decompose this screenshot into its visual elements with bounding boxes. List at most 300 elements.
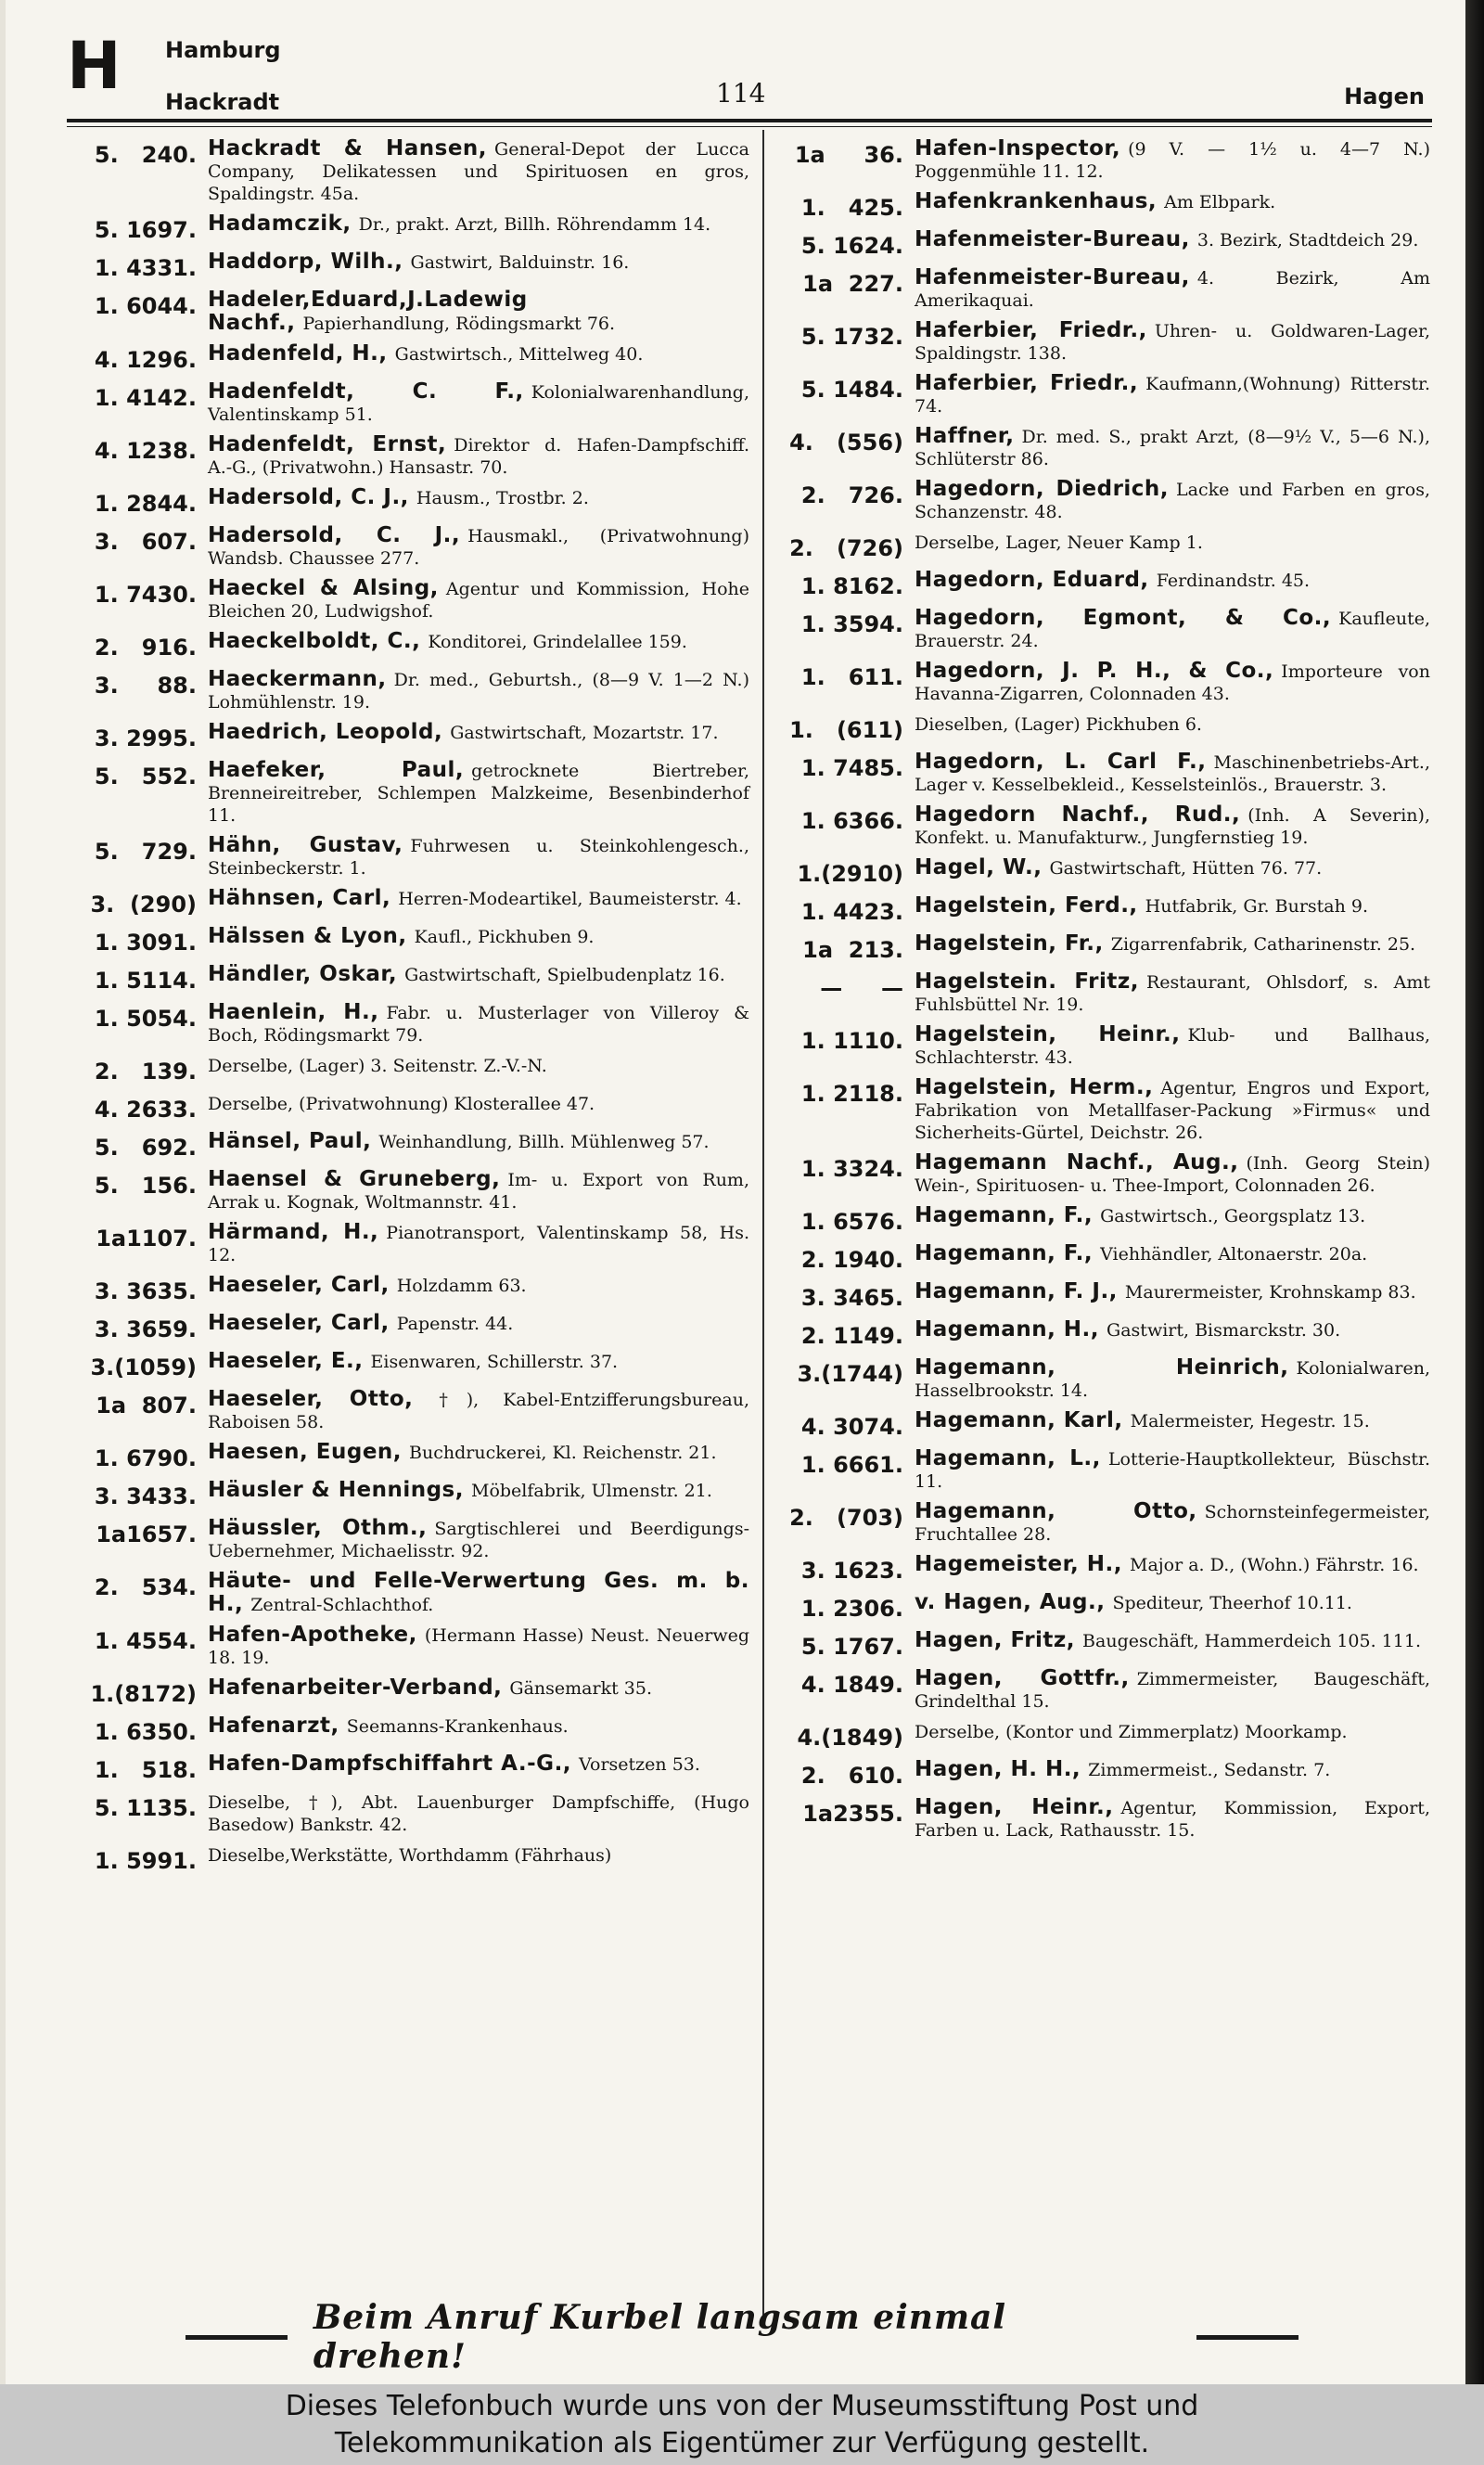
entry-name: Hafenmeister-Bureau,	[915, 265, 1190, 289]
directory-entry	[775, 751, 1430, 796]
entry-details: Fuhrwesen u. Steinkohlengesch., Steinbeckerstr. 1.	[208, 836, 750, 879]
entry-details: Dieselbe,Werkstätte, Worthdamm (Fährhaus)	[208, 1845, 612, 1866]
directory-entry	[775, 660, 1430, 705]
entry-body	[208, 289, 749, 335]
directory-entry	[74, 925, 749, 956]
entry-body	[208, 759, 749, 827]
directory-entry	[775, 1023, 1430, 1069]
entry-name: Härmand, H.,	[208, 1220, 379, 1244]
entry-details: Derselbe, Lager, Neuer Kamp 1.	[915, 533, 1203, 553]
entry-name: Hafen-Apotheke,	[208, 1623, 417, 1647]
entry-name: Hänsel, Paul,	[208, 1129, 372, 1153]
entry-body	[915, 932, 1430, 956]
entry-details: Importeure von Havanna-Zigarren, Colonnaden 43.	[915, 661, 1430, 704]
entry-body	[915, 319, 1430, 365]
entry-name: Haeseler, E.,	[208, 1349, 364, 1373]
entry-name: Häute- und Felle-Verwertung Ges. m. b. H.,	[208, 1569, 749, 1616]
entry-details: Möbelfabrik, Ulmenstr. 21.	[470, 1481, 712, 1501]
entry-name: Hackradt & Hansen,	[208, 136, 488, 160]
entry-phone-number: 3. 2995.	[94, 725, 197, 751]
directory-entry	[74, 1001, 749, 1046]
entry-details: Papenstr. 44.	[396, 1314, 514, 1334]
entry-body	[915, 803, 1430, 849]
entry-body	[915, 607, 1430, 652]
entry-name: Häusler & Hennings,	[208, 1478, 464, 1502]
directory-entry	[74, 1624, 749, 1669]
entry-phone-number: 1a 36.	[794, 142, 903, 168]
directory-entry	[775, 1758, 1430, 1789]
entry-body	[208, 1479, 749, 1502]
entry-name: Hagelstein, Fr.,	[915, 931, 1104, 956]
directory-entry	[775, 1242, 1430, 1273]
entry-phone-number: 5. 552.	[94, 764, 197, 790]
entry-phone-number: 1. 8162.	[800, 573, 903, 599]
entry-details: Agentur, Kommission, Export, Farben u. Lack, Rathausstr. 15.	[915, 1798, 1430, 1841]
entry-details: (Hermann Hasse) Neust. Neuerweg 18. 19.	[208, 1625, 749, 1668]
entry-details: †), Kabel-Entzifferungsbureau, Raboisen 58.	[208, 1390, 749, 1432]
entry-name: Hagemann, Otto,	[915, 1499, 1197, 1523]
entry-name: Hagemann, L.,	[915, 1446, 1101, 1470]
entry-name: Haeckermann,	[208, 667, 387, 691]
section-letter: H	[67, 28, 122, 104]
footer-rule-right	[1196, 2335, 1298, 2340]
page-header	[67, 26, 1430, 130]
entry-body	[915, 190, 1430, 213]
entry-details: Agentur, Engros und Export, Fabrikation von Metallfaser-Packung »Firmus« und Sicherheits-Gürtel, Deichstr. 26.	[915, 1078, 1431, 1143]
entry-body	[208, 212, 749, 236]
entry-details: Gastwirtsch., Georgsplatz 13.	[1100, 1206, 1366, 1226]
directory-entry	[74, 577, 749, 623]
directory-entry	[74, 212, 749, 243]
directory-entry	[74, 1054, 749, 1085]
entry-phone-number: 1. 1110.	[800, 1028, 903, 1054]
entry-phone-number: 2. (726)	[789, 535, 903, 561]
directory-entry	[775, 932, 1430, 963]
entry-details: (9 V. — 1½ u. 4—7 N.) Poggenmühle 11. 12.	[915, 139, 1430, 182]
entry-phone-number: 5. 240.	[94, 142, 197, 168]
entry-details: Gastwirtsch., Mittelweg 40.	[394, 344, 644, 365]
entry-phone-number: 5. 729.	[94, 839, 197, 865]
entry-name: Hafenmeister-Bureau,	[915, 227, 1190, 251]
entry-details: Maurermeister, Krohnskamp 83.	[1124, 1282, 1416, 1303]
directory-entry	[74, 137, 749, 205]
entry-body	[208, 887, 749, 910]
entry-body	[915, 751, 1430, 796]
entry-phone-number: 1. 3594.	[800, 611, 903, 637]
entry-body	[915, 137, 1430, 183]
entry-phone-number: 1. 4423.	[800, 899, 903, 925]
directory-entry	[775, 970, 1430, 1016]
entry-body	[208, 342, 749, 366]
directory-entry	[74, 433, 749, 479]
directory-entry	[775, 569, 1430, 599]
entry-phone-number: 5. 1624.	[800, 233, 903, 259]
directory-entry	[775, 1076, 1430, 1144]
entry-phone-number: 4. 1296.	[94, 347, 197, 373]
entry-body	[208, 1714, 749, 1738]
entry-name: Hagelstein, Ferd.,	[915, 893, 1138, 918]
entry-name: Hagedorn Nachf., Rud.,	[915, 802, 1241, 827]
entry-details: 4. Bezirk, Am Amerikaquai.	[915, 268, 1430, 311]
entry-name: Hagemann, Heinrich,	[915, 1355, 1289, 1380]
entry-name: Haeckelboldt, C.,	[208, 629, 421, 653]
entry-phone-number: 4.(1849)	[797, 1725, 903, 1751]
entry-body	[208, 433, 749, 479]
entry-phone-number: 1.(2910)	[797, 861, 903, 887]
directory-entry	[74, 486, 749, 517]
entry-details: Dieselbe, †), Abt. Lauenburger Dampfschiffe, (Hugo Basedow) Bankstr. 42.	[208, 1792, 749, 1835]
entry-body	[915, 425, 1430, 470]
entry-name: Hagen, Fritz,	[915, 1628, 1076, 1652]
directory-entry	[74, 524, 749, 570]
entry-phone-number: 1. 3324.	[800, 1156, 903, 1182]
entry-details: Pianotransport, Valentinskamp 58, Hs. 12.	[208, 1223, 749, 1265]
entry-name: Hadersold, C. J.,	[208, 485, 409, 509]
entry-details: Buchdruckerei, Kl. Reichenstr. 21.	[409, 1443, 717, 1463]
entry-details: Herren-Modeartikel, Baumeisterstr. 4.	[398, 889, 742, 909]
entry-phone-number: 4. 1849.	[800, 1672, 903, 1698]
entry-details: Dr. med., Geburtsh., (8—9 V. 1—2 N.) Lohmühlenstr. 19.	[208, 670, 749, 713]
directory-entry	[74, 1570, 749, 1616]
directory-entry	[74, 834, 749, 879]
entry-phone-number: 3.(1059)	[90, 1354, 197, 1380]
directory-entry	[74, 1517, 749, 1562]
entry-body	[208, 137, 749, 205]
entry-details: Im- u. Export von Rum, Arrak u. Kognak, Woltmannstr. 41.	[208, 1170, 749, 1213]
entry-body	[915, 569, 1430, 592]
entry-phone-number: 1a 227.	[802, 271, 903, 297]
entry-body	[208, 577, 749, 623]
entry-body	[208, 1517, 749, 1562]
entry-details: Gastwirtschaft, Hütten 76. 77.	[1049, 858, 1323, 879]
directory-entry	[775, 228, 1430, 259]
entry-details: Lotterie-Hauptkollekteur, Büschstr. 11.	[915, 1449, 1430, 1492]
entry-details: Restaurant, Ohlsdorf, s. Amt Fuhlsbüttel Nr. 19.	[915, 972, 1430, 1015]
entry-body	[915, 1591, 1430, 1614]
entry-body	[915, 660, 1430, 705]
entry-phone-number: 1. 6044.	[94, 293, 197, 319]
entry-phone-number: 1. 4554.	[94, 1628, 197, 1654]
entry-details: (Inh. A Severin), Konfekt. u. Manufakturw., Jungfernstieg 19.	[915, 805, 1430, 848]
entry-name: Hagelstein, Heinr.,	[915, 1022, 1181, 1046]
entry-body	[915, 1318, 1430, 1342]
entry-details: Zimmermeist., Sedanstr. 7.	[1088, 1760, 1331, 1780]
directory-entry	[775, 1409, 1430, 1440]
entry-details: getrocknete Biertreber, Brenneireitreber, Schlempen Malzkeime, Besenbinderhof 11.	[208, 761, 750, 826]
entry-name: Hagen, Heinr.,	[915, 1795, 1114, 1819]
directory-entry	[74, 1092, 749, 1123]
directory-entry	[74, 1350, 749, 1380]
entry-details: Kaufmann,(Wohnung) Ritterstr. 74.	[915, 374, 1430, 417]
entry-details: Kolonialwaren, Hasselbrookstr. 14.	[915, 1358, 1430, 1401]
entry-body	[208, 1791, 749, 1836]
entry-name: Hähn, Gustav,	[208, 833, 403, 857]
entry-details: Derselbe, (Privatwohnung) Klosterallee 47.	[208, 1094, 595, 1114]
directory-entry	[74, 759, 749, 827]
entry-details: 3. Bezirk, Stadtdeich 29.	[1196, 230, 1419, 250]
entry-phone-number: 1. 6576.	[800, 1209, 903, 1235]
entry-name: Hagemann, F.,	[915, 1203, 1094, 1227]
directory-entry	[74, 1714, 749, 1745]
entry-body	[208, 1570, 749, 1616]
entry-body	[208, 524, 749, 570]
entry-details: Derselbe, (Kontor und Zimmerplatz) Moorkamp.	[915, 1722, 1348, 1742]
entry-phone-number: 4. 1238.	[94, 438, 197, 464]
entry-body	[208, 1054, 749, 1077]
entry-body	[915, 1758, 1430, 1781]
directory-entry	[74, 1843, 749, 1874]
directory-entry	[775, 607, 1430, 652]
entry-body	[915, 1667, 1430, 1713]
entry-phone-number: 5. 1732.	[800, 324, 903, 350]
entry-name: Hagedorn, Eduard,	[915, 568, 1149, 592]
entry-body	[915, 894, 1430, 918]
entry-details: Direktor d. Hafen-Dampfschiff. A.-G., (Privatwohn.) Hansastr. 70.	[208, 435, 749, 478]
entry-body	[208, 834, 749, 879]
entry-body	[208, 1441, 749, 1464]
page-edge-right	[1465, 0, 1484, 2384]
entry-details: Sargtischlerei und Beerdigungs-Uebernehmer, Michaelisstr. 92.	[208, 1519, 749, 1561]
entry-body	[208, 1274, 749, 1297]
directory-entry	[74, 887, 749, 918]
entry-phone-number: 1. 6366.	[800, 808, 903, 834]
directory-entry	[74, 250, 749, 281]
directory-entry	[74, 1388, 749, 1433]
entry-name: Hagedorn, Diedrich,	[915, 477, 1170, 501]
entry-details: Gastwirt, Balduinstr. 16.	[410, 252, 630, 273]
entry-name: Hälssen & Lyon,	[208, 924, 407, 948]
entry-phone-number: 3. 607.	[94, 529, 197, 555]
directory-entry	[775, 713, 1430, 743]
entry-body	[208, 1312, 749, 1335]
entry-details: Uhren- u. Goldwaren-Lager, Spaldingstr. 138.	[915, 321, 1430, 364]
directory-entry	[74, 1676, 749, 1707]
entry-body	[915, 478, 1430, 523]
column-divider	[762, 130, 764, 2317]
entry-phone-number: 1. 4331.	[94, 255, 197, 281]
entry-body	[208, 963, 749, 986]
directory-entry	[74, 1312, 749, 1342]
headword-top: Hamburg	[165, 37, 281, 63]
entry-phone-number: 1a 807.	[96, 1393, 197, 1419]
entry-details: (Inh. Georg Stein) Wein-, Spirituosen- u. Thee-Import, Colonnaden 26.	[915, 1153, 1430, 1196]
entry-name: Haensel & Gruneberg,	[208, 1167, 501, 1191]
entry-details: Zimmermeister, Baugeschäft, Grindelthal 15.	[915, 1669, 1431, 1712]
entry-body	[208, 1130, 749, 1153]
entry-phone-number: 1. 518.	[94, 1757, 197, 1783]
entry-body	[208, 1001, 749, 1046]
entry-body	[208, 1388, 749, 1433]
entry-name: Haeseler, Carl,	[208, 1273, 390, 1297]
entry-phone-number: 3.(1744)	[797, 1361, 903, 1387]
entry-body	[208, 250, 749, 274]
entry-body	[208, 380, 749, 426]
entry-details: Dr., prakt. Arzt, Billh. Röhrendamm 14.	[358, 214, 711, 235]
entry-body	[208, 1624, 749, 1669]
entry-details: Hausmakl., (Privatwohnung) Wandsb. Chaussee 277.	[208, 526, 749, 569]
entry-phone-number: 1. (611)	[789, 717, 903, 743]
entry-details: Kaufleute, Brauerstr. 24.	[915, 609, 1430, 651]
entry-phone-number: 3. 3659.	[94, 1316, 197, 1342]
entry-phone-number: 4. 2633.	[94, 1097, 197, 1123]
directory-entry	[775, 1629, 1430, 1660]
entry-body	[208, 1350, 749, 1373]
entry-details: Kaufl., Pickhuben 9.	[414, 927, 595, 947]
entry-phone-number: 2. (703)	[789, 1505, 903, 1531]
headword-right: Hagen	[1344, 83, 1425, 109]
entry-body	[915, 1720, 1430, 1743]
entry-phone-number: 1. 2844.	[94, 491, 197, 517]
entry-body	[915, 1629, 1430, 1652]
entry-details: Zentral-Schlachthof.	[250, 1595, 434, 1615]
directory-entry	[74, 668, 749, 713]
directory-entry	[775, 856, 1430, 887]
entry-name: Hagedorn, L. Carl F.,	[915, 750, 1207, 774]
entry-phone-number: 2. 726.	[800, 482, 903, 508]
directory-entry	[74, 1130, 749, 1161]
entry-phone-number: 1. 2118.	[800, 1081, 903, 1107]
entry-body	[915, 970, 1430, 1016]
directory-entry	[775, 137, 1430, 183]
directory-entry	[775, 425, 1430, 470]
entry-details: Hutfabrik, Gr. Burstah 9.	[1145, 896, 1369, 917]
directory-entry	[74, 721, 749, 751]
entry-details: Gänsemarkt 35.	[509, 1678, 652, 1699]
entry-name: Hagelstein. Fritz,	[915, 969, 1139, 994]
entry-body	[208, 1168, 749, 1213]
entry-body	[208, 1843, 749, 1867]
header-rule-thin	[67, 126, 1432, 127]
entry-phone-number: 2. 1940.	[800, 1247, 903, 1273]
entry-name: Hagemeister, H.,	[915, 1552, 1122, 1576]
entry-name: Hadenfeldt, C. F.,	[208, 379, 524, 404]
directory-entry	[74, 289, 749, 335]
entry-name: Hagemann, F. J.,	[915, 1279, 1118, 1303]
entry-body	[915, 1204, 1430, 1227]
entry-name: v. Hagen, Aug.,	[915, 1590, 1106, 1614]
entry-name: Hagemann, Karl,	[915, 1408, 1123, 1432]
entry-phone-number: 1. 3091.	[94, 930, 197, 956]
entry-body	[208, 486, 749, 509]
entry-body	[915, 1796, 1430, 1842]
credit-line-2: Telekommunikation als Eigentümer zur Verfügung gestellt.	[334, 2427, 1150, 2459]
entry-details: Maschinenbetriebs-Art., Lager v. Kesselbekleid., Kesselsteinlös., Brauerstr. 3.	[915, 752, 1430, 795]
entry-phone-number: 5. 1135.	[94, 1795, 197, 1821]
directory-entry	[775, 1720, 1430, 1751]
entry-body	[915, 1242, 1430, 1265]
entry-name: Hadamczik,	[208, 212, 352, 236]
directory-entry	[775, 1553, 1430, 1584]
entry-body	[915, 1076, 1430, 1144]
entry-phone-number: 1. 5991.	[94, 1848, 197, 1874]
entry-name: Haddorp, Wilh.,	[208, 250, 403, 274]
directory-entry	[775, 372, 1430, 417]
entry-details: Dr. med. S., prakt Arzt, (8—9½ V., 5—6 N.), Schlüterstr 86.	[915, 427, 1430, 469]
entry-body	[915, 1023, 1430, 1069]
entry-body	[915, 1553, 1430, 1576]
entry-name: Hafenkrankenhaus,	[915, 189, 1158, 213]
entry-phone-number: 5. 1767.	[800, 1634, 903, 1660]
entry-details: Fabr. u. Musterlager von Villeroy & Boch, Rödingsmarkt 79.	[208, 1003, 749, 1046]
entry-details: Viehhändler, Altonaerstr. 20a.	[1100, 1244, 1368, 1265]
entry-name: Hadersold, C. J.,	[208, 523, 461, 547]
entry-phone-number: 1.(8172)	[90, 1681, 197, 1707]
directory-entry	[74, 1274, 749, 1304]
entry-name: Haedrich, Leopold,	[208, 720, 443, 744]
directory-entry	[74, 1221, 749, 1266]
entry-body	[915, 1356, 1430, 1402]
entry-body	[915, 266, 1430, 312]
entry-phone-number: 3. 88.	[94, 673, 197, 699]
entry-details: Vorsetzen 53.	[579, 1754, 700, 1775]
page-number: 114	[716, 78, 766, 109]
header-rule	[67, 119, 1432, 122]
directory-entry	[775, 319, 1430, 365]
entry-details: Agentur und Kommission, Hohe Bleichen 20, Ludwigshof.	[208, 579, 749, 622]
entry-body	[208, 721, 749, 744]
directory-entry	[775, 803, 1430, 849]
entry-phone-number: 4. 3074.	[800, 1414, 903, 1440]
directory-entry	[74, 963, 749, 994]
entry-name: Haeseler, Otto,	[208, 1387, 414, 1411]
directory-entry	[775, 1318, 1430, 1349]
directory-entry	[74, 1791, 749, 1836]
entry-name: Händler, Oskar,	[208, 962, 398, 986]
entry-name: Hadenfeld, H.,	[208, 341, 388, 366]
entry-name: Haesen, Eugen,	[208, 1440, 403, 1464]
entry-phone-number: 1a 213.	[802, 937, 903, 963]
directory-entry	[74, 630, 749, 661]
entry-name: Hadeler,Eduard,J.Ladewig Nachf.,	[208, 288, 528, 335]
entry-details: Eisenwaren, Schillerstr. 37.	[370, 1352, 619, 1372]
credit-banner	[0, 2384, 1484, 2465]
entry-body	[915, 856, 1430, 879]
right-column	[775, 137, 1430, 1849]
left-column	[74, 137, 749, 1881]
entry-body	[208, 630, 749, 653]
entry-name: Hafen-Inspector,	[915, 136, 1121, 160]
entry-details: Derselbe, (Lager) 3. Seitenstr. Z.-V.-N.	[208, 1056, 547, 1076]
entry-phone-number: 1. 2306.	[800, 1596, 903, 1622]
entry-name: Hagen, H. H.,	[915, 1757, 1081, 1781]
entry-body	[915, 228, 1430, 251]
directory-entry	[775, 1500, 1430, 1546]
entry-body	[915, 713, 1430, 736]
directory-entry	[775, 1280, 1430, 1311]
footer-notice	[186, 2298, 1298, 2376]
credit-line-1: Dieses Telefonbuch wurde uns von der Museumsstiftung Post und	[285, 2390, 1199, 2422]
entry-phone-number: 2. 610.	[800, 1763, 903, 1789]
entry-name: Häussler, Othm.,	[208, 1516, 428, 1540]
entry-details: Gastwirtschaft, Mozartstr. 17.	[450, 723, 719, 743]
entry-phone-number: 1. 7430.	[94, 582, 197, 608]
entry-phone-number: 2. 1149.	[800, 1323, 903, 1349]
headword-bottom: Hackradt	[165, 89, 280, 115]
entry-details: Gastwirtschaft, Spielbudenplatz 16.	[404, 965, 725, 985]
entry-body	[915, 531, 1430, 554]
entry-name: Hagel, W.,	[915, 855, 1043, 879]
entry-name: Hagemann, H.,	[915, 1317, 1100, 1342]
directory-entry	[775, 1204, 1430, 1235]
entry-phone-number: 1. 6790.	[94, 1445, 197, 1471]
entry-name: Haferbier, Friedr.,	[915, 371, 1139, 395]
entry-name: Haeckel & Alsing,	[208, 576, 439, 600]
entry-phone-number: 1. 7485.	[800, 755, 903, 781]
entry-name: Hagedorn, Egmont, & Co.,	[915, 606, 1332, 630]
entry-body	[915, 1151, 1430, 1197]
entry-phone-number: — —	[820, 975, 903, 1001]
entry-name: Haenlein, H.,	[208, 1000, 379, 1024]
